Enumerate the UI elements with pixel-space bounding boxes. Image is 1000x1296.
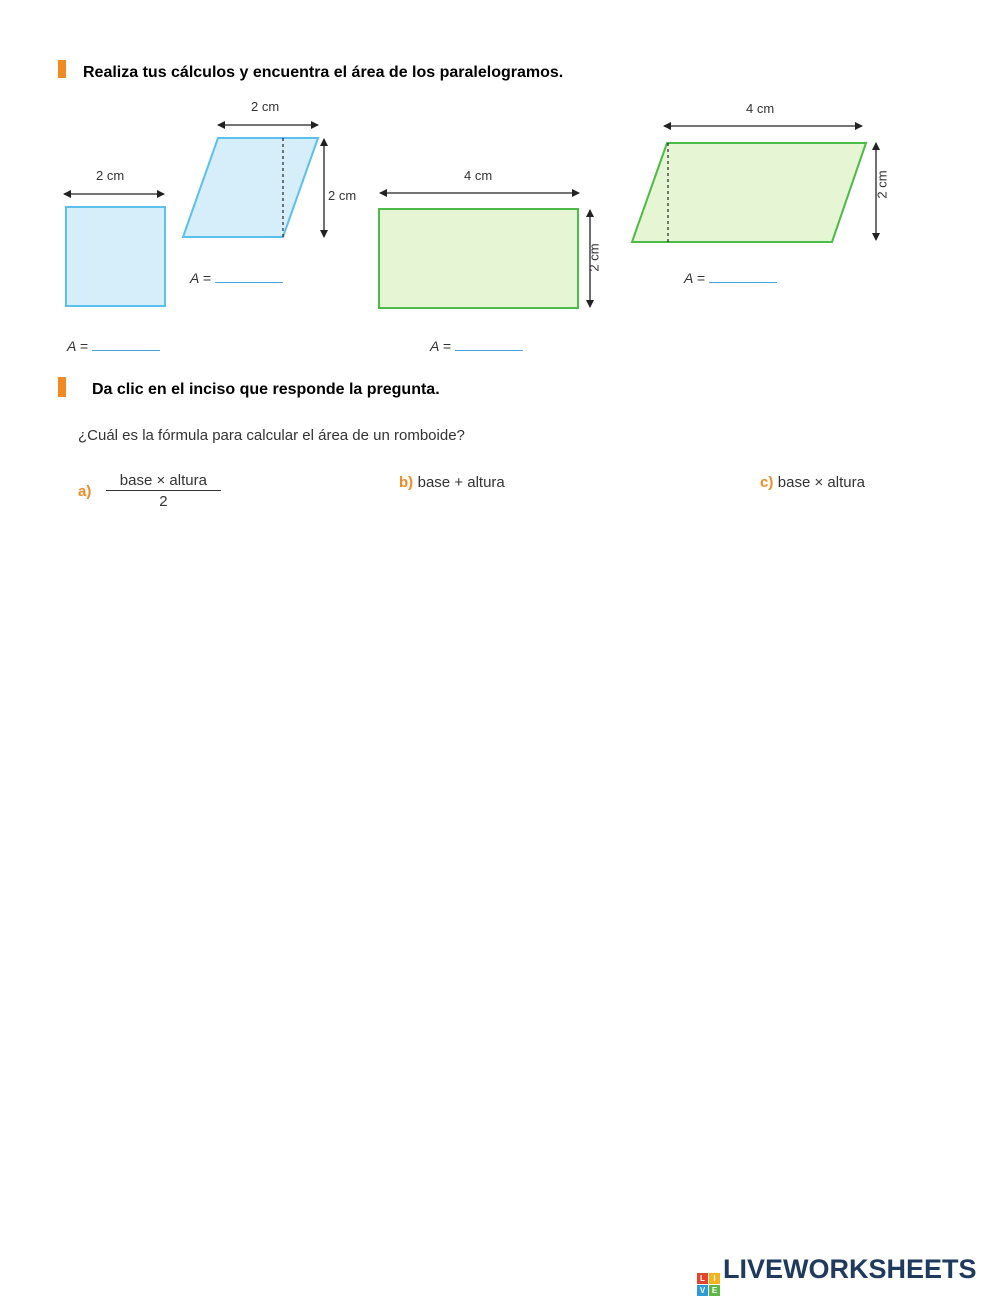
option-a-numerator: base × altura — [106, 472, 221, 491]
square-shape — [66, 207, 165, 306]
rhomboid-small-shape — [183, 138, 318, 237]
logo-text: LIVEWORKSHEETS — [723, 1254, 977, 1284]
option-a-letter: a) — [78, 482, 92, 500]
rhomboid-large-height-label: 2 cm — [874, 170, 890, 199]
rhomboid-large-width-label: 4 cm — [746, 101, 775, 116]
logo-cube-e: E — [709, 1285, 720, 1296]
rhomboid-small-area — [190, 270, 283, 286]
rectangle-area — [430, 338, 523, 354]
square-area-blank[interactable] — [92, 338, 160, 351]
square-area-label: A = — [67, 338, 88, 354]
rhomboid-large-shape — [632, 143, 866, 242]
instruction-2: Da clic en el inciso que responde la pregunta. — [92, 381, 440, 398]
instruction-1: Realiza tus cálculos y encuentra el área de los paralelogramos. — [83, 64, 564, 81]
shapes-figure — [0, 0, 1000, 370]
logo-cube-l: L — [697, 1273, 708, 1284]
rectangle-area-label: A = — [430, 338, 451, 354]
rectangle-area-blank[interactable] — [455, 338, 523, 351]
liveworksheets-logo — [697, 1254, 977, 1296]
option-c[interactable] — [760, 474, 865, 492]
logo-cube-icon — [697, 1273, 720, 1296]
option-c-letter: c) — [760, 474, 774, 491]
rhomboid-large-area — [684, 270, 777, 286]
rectangle-height-label: 2 cm — [586, 243, 602, 272]
rhomboid-small-width-label: 2 cm — [251, 99, 280, 114]
rectangle-shape — [379, 209, 578, 308]
option-a[interactable] — [78, 472, 221, 510]
question-text: ¿Cuál es la fórmula para calcular el área de un romboide? — [78, 427, 465, 444]
rhomboid-small-area-label: A = — [190, 270, 211, 286]
rectangle-width-label: 4 cm — [464, 168, 493, 183]
rhomboid-small-height-label: 2 cm — [328, 188, 357, 203]
option-a-fraction — [106, 472, 221, 510]
option-a-denominator: 2 — [159, 493, 168, 510]
square-area — [67, 338, 160, 354]
square-width-label: 2 cm — [96, 168, 125, 183]
rhomboid-small-area-blank[interactable] — [215, 270, 283, 283]
logo-cube-i: I — [709, 1273, 720, 1284]
option-b[interactable] — [399, 474, 505, 492]
instruction-marker-2 — [58, 377, 66, 397]
rhomboid-large-area-label: A = — [684, 270, 705, 286]
option-b-letter: b) — [399, 474, 414, 491]
rhomboid-large-area-blank[interactable] — [709, 270, 777, 283]
option-c-text: base × altura — [777, 474, 865, 491]
option-b-text: base + altura — [417, 474, 505, 491]
logo-cube-v: V — [697, 1285, 708, 1296]
